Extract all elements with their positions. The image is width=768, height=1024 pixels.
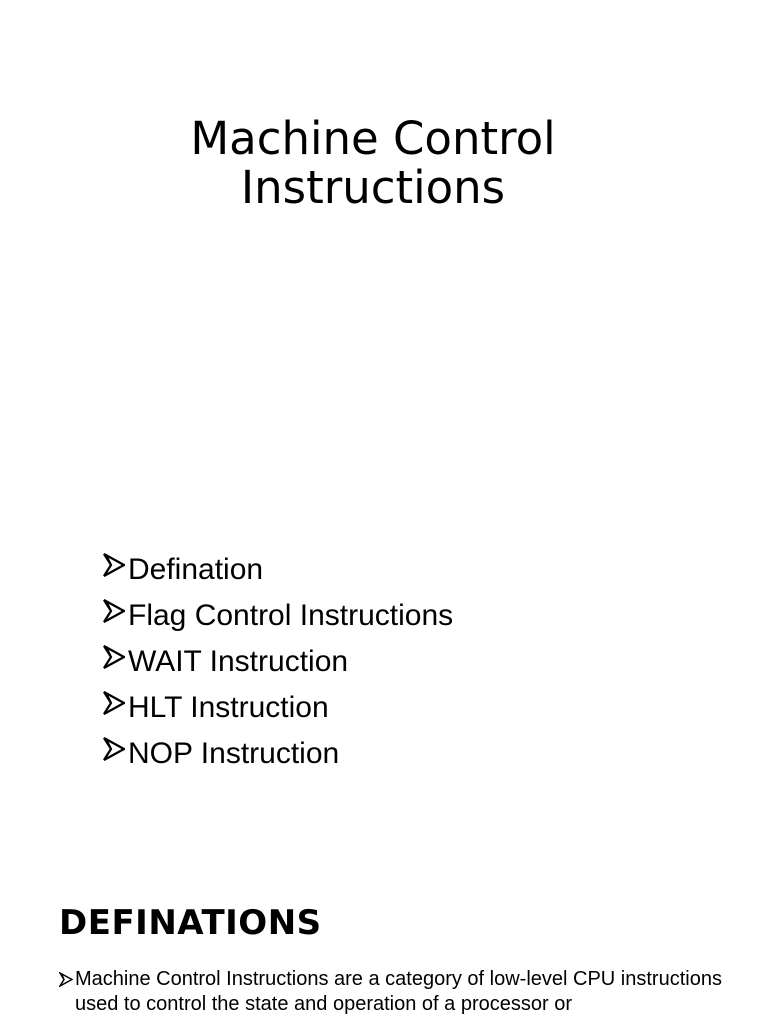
topic-label: WAIT Instruction — [128, 645, 349, 678]
arrowhead-bullet-icon — [102, 685, 128, 731]
definition-bullet-row — [59, 967, 749, 1017]
arrowhead-bullet-icon — [102, 731, 128, 777]
definition-paragraph — [59, 967, 749, 1017]
arrowhead-bullet-icon — [102, 593, 128, 639]
topic-list-item — [102, 593, 453, 639]
slide-title-line-2: Instructions — [240, 161, 506, 214]
topic-label: Flag Control Instructions — [128, 599, 454, 632]
topic-list — [102, 547, 453, 777]
topic-label: Defination — [128, 553, 264, 586]
slide-title — [0, 114, 746, 212]
topic-label: NOP Instruction — [128, 737, 340, 770]
arrowhead-bullet-icon — [59, 967, 75, 992]
slide-title-line-1: Machine Control — [190, 112, 556, 165]
section-heading: DEFINATIONS — [59, 903, 322, 943]
topic-list-item — [102, 639, 453, 685]
topic-list-item — [102, 685, 453, 731]
arrowhead-bullet-icon — [102, 547, 128, 593]
arrowhead-bullet-icon — [102, 639, 128, 685]
topic-list-item — [102, 731, 453, 777]
definition-text: Machine Control Instructions are a category of low-level CPU instructions used to control the state and operation of a processor or — [75, 968, 722, 1015]
topic-label: HLT Instruction — [128, 691, 329, 724]
topic-list-item — [102, 547, 453, 593]
